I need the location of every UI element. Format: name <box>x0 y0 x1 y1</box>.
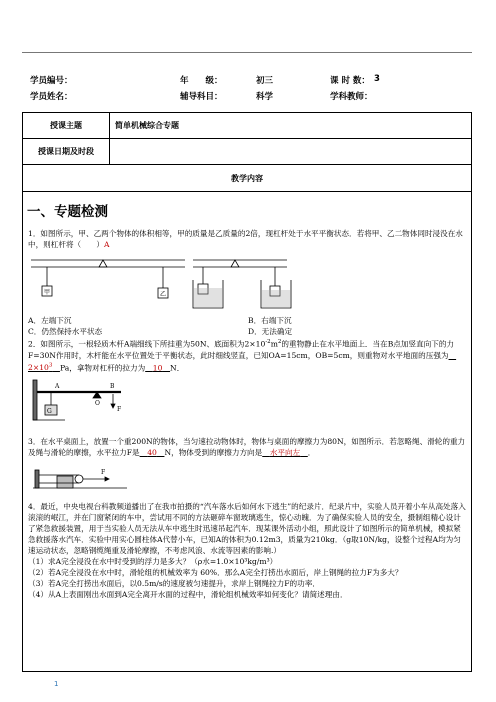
fig2-label-g: G <box>47 408 52 415</box>
q2-answer-1: 2×10 <box>28 363 49 373</box>
content-header-row <box>22 164 472 192</box>
q3-answer-2: 水平向左 <box>269 448 301 457</box>
date-row <box>22 138 472 165</box>
q4-text: 4．最近，中央电视台科教频道播出了在我市拍摄的“汽车落水后如何水下逃生”的纪录片．纪录片中，实验人员开着小车从高处落入滚滚的岷江，并在门窗紧闭的车中，尝试用不同的方法砸碎车窗玻璃逃生，惊心动魄．为了确保实验人员的安全，摄制组精心设计了紧急救援装置，用于当实验人员无法从车中逃生时迅速吊起汽车．现某课外活动小组，照此设计了如图所示的简单机械，模拟紧急救援落水汽车．实验中用实心圆柱体A代替小车，已知A的体积为0.12m3，质量为210kg．（g取10N/kg，设整个过程A均为匀速运动状态，忽略钢缆绳重及滑轮摩擦，不考虑风浪、水流等因素的影响.） <box>28 502 466 555</box>
content-label: 教学内容 <box>231 173 263 183</box>
fig1-right-weight: 乙 <box>160 291 167 298</box>
fig3-label-f: F <box>101 469 106 476</box>
q3-answer-1: 40 <box>147 448 157 457</box>
q1-option-d: D．无法确定 <box>248 327 293 336</box>
topic-label: 授课主题 <box>23 113 110 138</box>
fig2-label-a: A <box>55 383 60 390</box>
q3-text-c: ． <box>307 448 316 457</box>
topic-row <box>22 112 472 139</box>
teacher-label: 学科教师： <box>330 92 373 102</box>
student-name-label: 学员姓名： <box>30 92 73 102</box>
q3-figure <box>31 464 131 492</box>
q1-option-b: B．右端下沉 <box>248 316 292 325</box>
section-title: 一、专题检测 <box>27 204 108 220</box>
q2-exp2: 2 <box>277 339 282 345</box>
teaching-content <box>22 192 472 672</box>
question-1 <box>28 228 468 250</box>
hours-value: 3 <box>374 74 380 84</box>
date-label: 授课日期及时段 <box>23 139 110 164</box>
topic-value: 简单机械综合专题 <box>115 121 179 130</box>
q2-exp1: -2 <box>265 339 271 345</box>
q2-answer-2: 10 <box>152 363 163 373</box>
header-rule <box>22 52 472 53</box>
q4-sub-4: （4）从A上表面刚出水面到A完全离开水面的过程中，滑轮组机械效率如何变化？请简述理由． <box>28 590 348 599</box>
subject-label: 辅导科目： <box>180 92 223 102</box>
q2-text-a: 2．如图所示，一根轻质木杆A端细线下所挂重为50N、底面积为2×10 <box>28 339 266 349</box>
q3-text-a: 3．在水平桌面上，放置一个重200N的物体，当匀速拉动物体时，物体与桌面的摩擦力为80N，如图所示．若忽略绳、滑轮的重力及绳与滑轮的摩擦，水平拉力F是 <box>28 437 466 457</box>
q1-answer: A <box>103 240 110 249</box>
question-2 <box>28 337 468 373</box>
fig2-label-b: B <box>110 383 115 390</box>
page-number: 1 <box>54 680 59 688</box>
fig2-label-o: O <box>95 400 100 407</box>
q1-option-a: A．左端下沉 <box>28 316 72 325</box>
q4-sub-2: （2）若A完全浸没在水中时，滑轮组的机械效率为 60%．那么A完全打捞出水面后，岸上钢绳的拉力F为多大？ <box>28 568 403 577</box>
grade-label: 年 级： <box>180 76 223 86</box>
q2-text-b: m <box>270 339 278 349</box>
question-4 <box>28 501 468 600</box>
student-no-label: 学员编号： <box>30 76 73 86</box>
q1-option-c: C．仍然保持水平状态 <box>28 327 103 336</box>
fig1-left-weight: 甲 <box>44 289 51 296</box>
question-3 <box>28 436 468 458</box>
q1-options <box>28 315 468 337</box>
grade-value: 初三 <box>256 76 274 86</box>
q2-text-e: N． <box>170 363 185 373</box>
q1-figure <box>29 258 463 314</box>
student-info <box>30 74 470 106</box>
q2-answer-1-exp: 3 <box>48 362 53 369</box>
subject-value: 科学 <box>256 92 274 102</box>
q2-text-c: 的重物静止在水平地面上．当在B点加竖直向下的力F=30N作用时，木杆能在水平位置处于平衡状态，此时细线竖直，已知OA=15cm，OB=5cm，则重物对水平地面的压强为 <box>28 339 455 360</box>
q3-text-b: N，物体受到的摩擦力方向是 <box>164 448 263 457</box>
q4-sub-1: （1）求A完全浸没在水中时受到的浮力是多大？（ρ水=1.0×10³kg/m³） <box>28 557 278 566</box>
q4-sub-3: （3）若A完全打捞出水面后，以0.5m/s的速度被匀速提升，求岸上钢绳拉力F的功率． <box>28 579 320 588</box>
q1-text: 1．如图所示，甲、乙两个物体的体积相等，甲的质量是乙质量的2倍，现杠杆处于水平平衡状态．若将甲、乙二物体同时浸没在水中，则杠杆将（ ） <box>28 229 463 249</box>
q2-figure <box>31 378 131 424</box>
hours-label: 课 时 数： <box>330 76 370 86</box>
fig2-label-f: F <box>117 406 122 413</box>
q2-text-d: Pa，拿物对杠杆的拉力为 <box>59 363 146 373</box>
